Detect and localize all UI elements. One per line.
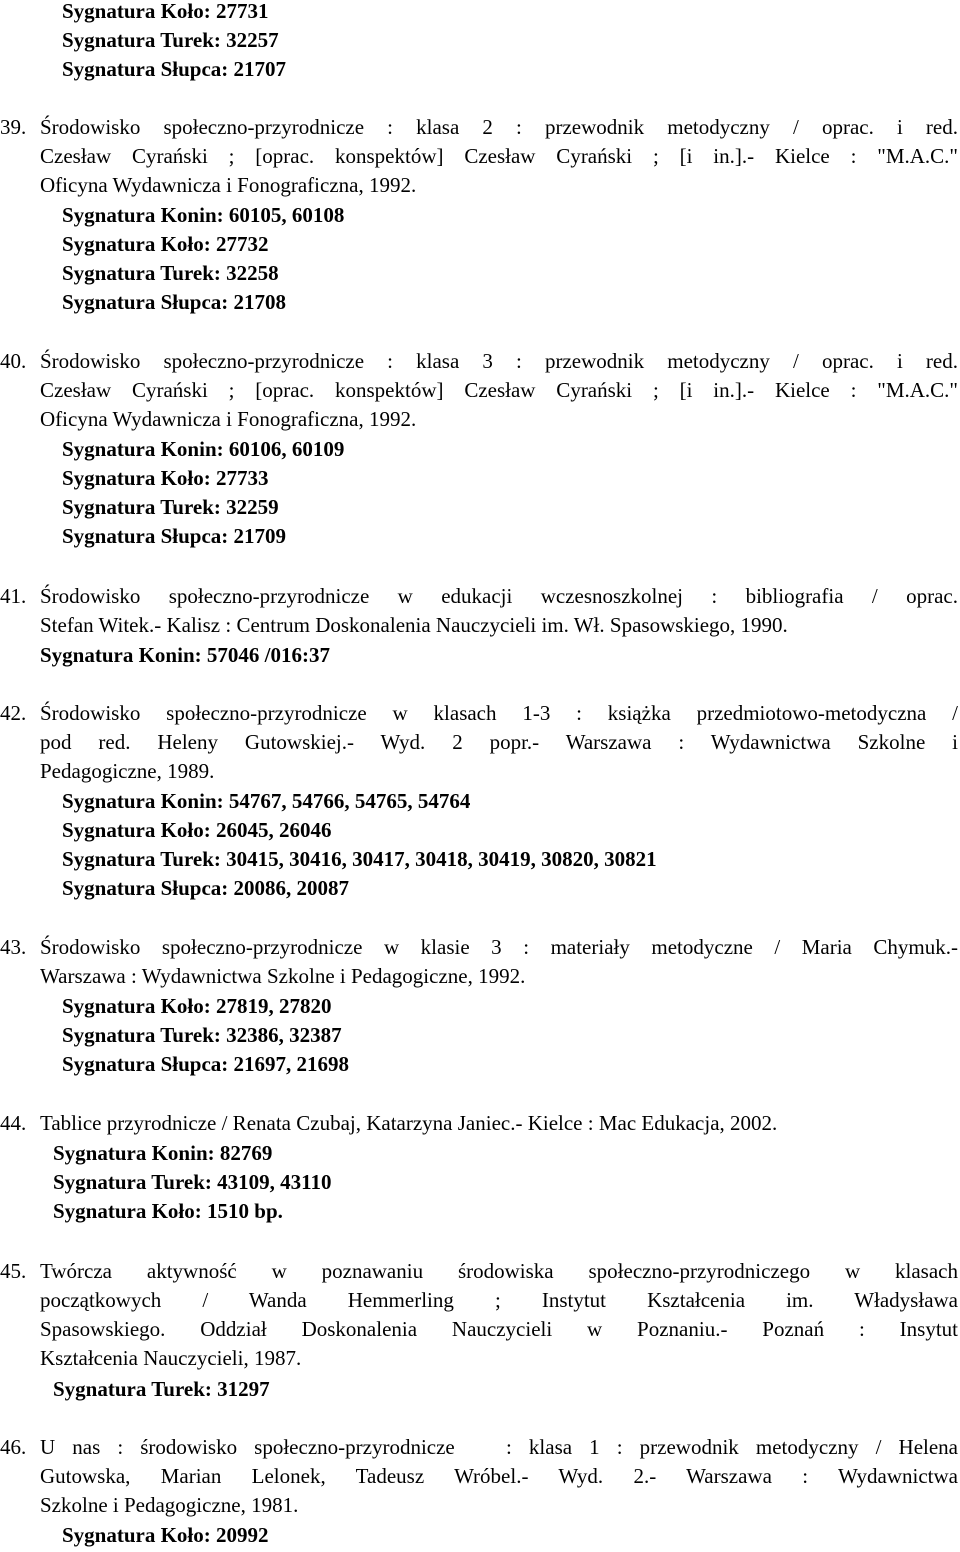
entry-number: 41. [0, 584, 27, 608]
entry-text-line: Środowisko społeczno-przyrodnicze : klasa 3 : przewodnik metodyczny / oprac. i red. [40, 349, 958, 373]
signature-line: Sygnatura Słupca: 21709 [62, 524, 287, 548]
entry-text-line: Środowisko społeczno-przyrodnicze : klasa 2 : przewodnik metodyczny / oprac. i red. [40, 115, 958, 139]
signature-line: Sygnatura Konin: 82769 [53, 1141, 273, 1165]
entry-text-line: Środowisko społeczno-przyrodnicze w klasach 1-3 : książka przedmiotowo-metodyczna / [40, 701, 958, 725]
entry-text-line: Środowisko społeczno-przyrodnicze w klasie 3 : materiały metodyczne / Maria Chymuk.- [40, 935, 958, 959]
signature-line: Sygnatura Koło: 27733 [62, 466, 269, 490]
signature-line: Sygnatura Turek: 43109, 43110 [53, 1170, 332, 1194]
signature-line: Sygnatura Konin: 54767, 54766, 54765, 54764 [62, 789, 471, 813]
signature-line: Sygnatura Koło: 1510 bp. [53, 1199, 283, 1223]
signature-line: Sygnatura Turek: 32259 [62, 495, 279, 519]
entry-text-line: Tablice przyrodnicze / Renata Czubaj, Katarzyna Janiec.- Kielce : Mac Edukacja, 2002. [40, 1111, 778, 1135]
signature-line: Sygnatura Słupca: 21697, 21698 [62, 1052, 350, 1076]
signature-line: Sygnatura Koło: 20992 [62, 1523, 269, 1547]
signature-line: Sygnatura Słupca: 20086, 20087 [62, 876, 350, 900]
entry-text-line: początkowych / Wanda Hemmerling ; Instytut Kształcenia im. Władysława [40, 1288, 958, 1312]
signature-line: Sygnatura Konin: 57046 /016:37 [40, 643, 330, 667]
entry-number: 45. [0, 1259, 27, 1283]
signature-line: Sygnatura Koło: 27731 [62, 0, 269, 23]
entry-text-line: Twórcza aktywność w poznawaniu środowiska społeczno-przyrodniczego w klasach [40, 1259, 958, 1283]
signature-line: Sygnatura Turek: 30415, 30416, 30417, 30418, 30419, 30820, 30821 [62, 847, 657, 871]
entry-text-line: Kształcenia Nauczycieli, 1987. [40, 1346, 302, 1370]
entry-text-line: pod red. Heleny Gutowskiej.- Wyd. 2 popr.- Warszawa : Wydawnictwa Szkolne i [40, 730, 958, 754]
signature-line: Sygnatura Turek: 32257 [62, 28, 279, 52]
signature-line: Sygnatura Turek: 32386, 32387 [62, 1023, 342, 1047]
entry-text-line: Czesław Cyrański ; [oprac. konspektów] Czesław Cyrański ; [i in.].- Kielce : "M.A.C." [40, 378, 958, 402]
signature-line: Sygnatura Koło: 27819, 27820 [62, 994, 332, 1018]
signature-line: Sygnatura Konin: 60105, 60108 [62, 203, 345, 227]
entry-text-line: Gutowska, Marian Lelonek, Tadeusz Wróbel.- Wyd. 2.- Warszawa : Wydawnictwa [40, 1464, 958, 1488]
entry-text-line: U nas : środowisko społeczno-przyrodnicze : klasa 1 : przewodnik metodyczny / Helena [40, 1435, 958, 1459]
entry-number: 46. [0, 1435, 27, 1459]
entry-number: 42. [0, 701, 27, 725]
entry-text-line: Szkolne i Pedagogiczne, 1981. [40, 1493, 299, 1517]
entry-text-line: Oficyna Wydawnicza i Fonograficzna, 1992. [40, 407, 417, 431]
signature-line: Sygnatura Koło: 27732 [62, 232, 269, 256]
signature-line: Sygnatura Słupca: 21708 [62, 290, 287, 314]
entry-text-line: Warszawa : Wydawnictwa Szkolne i Pedagogiczne, 1992. [40, 964, 526, 988]
entry-number: 43. [0, 935, 27, 959]
signature-line: Sygnatura Konin: 60106, 60109 [62, 437, 345, 461]
signature-line: Sygnatura Turek: 32258 [62, 261, 279, 285]
signature-line: Sygnatura Turek: 31297 [53, 1377, 270, 1401]
entry-text-line: Czesław Cyrański ; [oprac. konspektów] Czesław Cyrański ; [i in.].- Kielce : "M.A.C." [40, 144, 958, 168]
entry-number: 40. [0, 349, 27, 373]
entry-text-line: Środowisko społeczno-przyrodnicze w edukacji wczesnoszkolnej : bibliografia / oprac. [40, 584, 958, 608]
signature-line: Sygnatura Słupca: 21707 [62, 57, 287, 81]
entry-text-line: Oficyna Wydawnicza i Fonograficzna, 1992. [40, 173, 417, 197]
entry-number: 44. [0, 1111, 27, 1135]
entry-text-line: Pedagogiczne, 1989. [40, 759, 215, 783]
entry-text-line: Stefan Witek.- Kalisz : Centrum Doskonalenia Nauczycieli im. Wł. Spasowskiego, 1990. [40, 613, 788, 637]
signature-line: Sygnatura Koło: 26045, 26046 [62, 818, 332, 842]
entry-number: 39. [0, 115, 27, 139]
entry-text-line: Spasowskiego. Oddział Doskonalenia Nauczycieli w Poznaniu.- Poznań : Insytut [40, 1317, 958, 1341]
